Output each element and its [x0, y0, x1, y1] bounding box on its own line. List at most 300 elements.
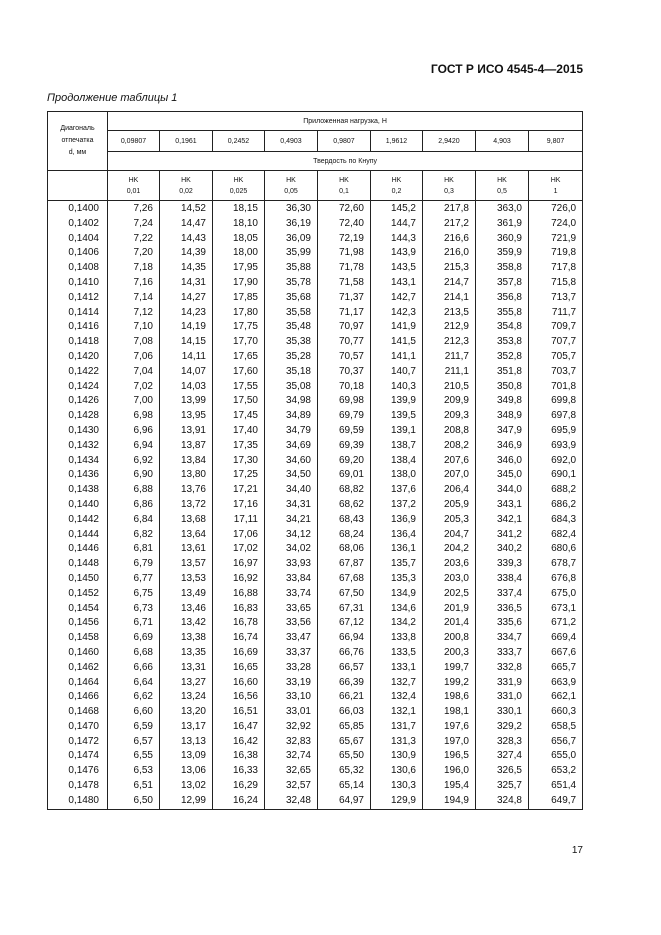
hardness-cell: 70,97: [318, 320, 371, 335]
hardness-cell: 142,7: [371, 291, 423, 306]
hardness-cell: 131,3: [371, 735, 423, 750]
hardness-cell: 141,1: [371, 350, 423, 365]
hardness-cell: 17,65: [213, 350, 265, 365]
hardness-cell: 18,15: [213, 201, 265, 217]
hardness-cell: 724,0: [529, 217, 583, 232]
hardness-cell: 33,84: [265, 572, 318, 587]
table-row: [48, 365, 583, 380]
hardness-cell: 13,87: [160, 439, 213, 454]
hardness-cell: 327,4: [476, 749, 529, 764]
table-row: [48, 454, 583, 469]
row-header-line-3: d, мм: [68, 149, 87, 156]
load-value-cell: 0,9807: [318, 131, 371, 152]
load-value-cell: 9,807: [529, 131, 583, 152]
hardness-cell: 17,50: [213, 394, 265, 409]
hardness-cell: 671,2: [529, 616, 583, 631]
hardness-cell: 14,43: [160, 232, 213, 247]
hardness-cell: 66,76: [318, 646, 371, 661]
hardness-cell: 129,9: [371, 794, 423, 809]
hardness-cell: 13,17: [160, 720, 213, 735]
hardness-cell: 678,7: [529, 557, 583, 572]
hardness-cell: 199,2: [423, 676, 476, 691]
table-row: [48, 201, 583, 217]
hardness-cell: 140,7: [371, 365, 423, 380]
table-row: [48, 232, 583, 247]
hardness-cell: 7,00: [108, 394, 160, 409]
hardness-cell: 14,47: [160, 217, 213, 232]
hardness-cell: 17,06: [213, 528, 265, 543]
hardness-cell: 13,49: [160, 587, 213, 602]
scale-symbol: HK: [181, 176, 191, 184]
hardness-cell: 346,0: [476, 454, 529, 469]
diagonal-column-header: [48, 112, 108, 171]
hardness-cell: 359,9: [476, 246, 529, 261]
hardness-cell: 199,7: [423, 661, 476, 676]
hardness-cell: 215,3: [423, 261, 476, 276]
hardness-cell: 17,60: [213, 365, 265, 380]
table-row: [48, 542, 583, 557]
hardness-cell: 69,01: [318, 468, 371, 483]
diagonal-cell: 0,1430: [48, 424, 108, 439]
diagonal-cell: 0,1456: [48, 616, 108, 631]
diagonal-cell: 0,1414: [48, 306, 108, 321]
hardness-cell: 17,25: [213, 468, 265, 483]
hardness-cell: 33,56: [265, 616, 318, 631]
hardness-cell: 7,24: [108, 217, 160, 232]
hardness-cell: 355,8: [476, 306, 529, 321]
diagonal-cell: 0,1452: [48, 587, 108, 602]
diagonal-cell: 0,1450: [48, 572, 108, 587]
hardness-cell: 658,5: [529, 720, 583, 735]
table-row: [48, 676, 583, 691]
hardness-cell: 197,6: [423, 720, 476, 735]
hardness-cell: 70,57: [318, 350, 371, 365]
hardness-cell: 692,0: [529, 454, 583, 469]
hardness-cell: 196,5: [423, 749, 476, 764]
hardness-cell: 656,7: [529, 735, 583, 750]
hardness-cell: 705,7: [529, 350, 583, 365]
hardness-cell: 66,57: [318, 661, 371, 676]
hardness-cell: 14,35: [160, 261, 213, 276]
hardness-cell: 71,58: [318, 276, 371, 291]
hardness-cell: 6,55: [108, 749, 160, 764]
hardness-cell: 143,1: [371, 276, 423, 291]
diagonal-cell: 0,1428: [48, 409, 108, 424]
diagonal-cell: 0,1412: [48, 291, 108, 306]
hardness-cell: 675,0: [529, 587, 583, 602]
hardness-cell: 71,98: [318, 246, 371, 261]
hardness-cell: 673,1: [529, 602, 583, 617]
scale-symbol: HK: [286, 176, 296, 184]
hardness-cell: 200,3: [423, 646, 476, 661]
hardness-cell: 701,8: [529, 380, 583, 395]
hardness-cell: 204,7: [423, 528, 476, 543]
hardness-cell: 17,70: [213, 335, 265, 350]
table-row: [48, 261, 583, 276]
scale-subscript: 0,025: [229, 187, 248, 195]
table-row: [48, 705, 583, 720]
hardness-cell: 6,68: [108, 646, 160, 661]
hardness-cell: 34,12: [265, 528, 318, 543]
hardness-cell: 72,60: [318, 201, 371, 217]
load-value-cell: 4,903: [476, 131, 529, 152]
load-values-row: [48, 131, 583, 152]
hardness-cell: 36,30: [265, 201, 318, 217]
hardness-cell: 144,7: [371, 217, 423, 232]
hardness-cell: 331,9: [476, 676, 529, 691]
hardness-cell: 34,60: [265, 454, 318, 469]
hardness-cell: 210,5: [423, 380, 476, 395]
scale-subscript: 1: [553, 187, 558, 195]
table-row: [48, 439, 583, 454]
hardness-cell: 33,74: [265, 587, 318, 602]
hardness-cell: 200,8: [423, 631, 476, 646]
hardness-cell: 16,24: [213, 794, 265, 809]
hardness-cell: 134,2: [371, 616, 423, 631]
hardness-cell: 688,2: [529, 483, 583, 498]
hardness-cell: 14,39: [160, 246, 213, 261]
load-value-cell: 0,4903: [265, 131, 318, 152]
hardness-cell: 7,12: [108, 306, 160, 321]
hardness-cell: 132,7: [371, 676, 423, 691]
hardness-cell: 339,3: [476, 557, 529, 572]
table-row: [48, 661, 583, 676]
hardness-cell: 717,8: [529, 261, 583, 276]
hardness-cell: 16,97: [213, 557, 265, 572]
hardness-cell: 6,75: [108, 587, 160, 602]
hardness-cell: 35,28: [265, 350, 318, 365]
hardness-cell: 216,0: [423, 246, 476, 261]
hardness-cell: 16,29: [213, 779, 265, 794]
hardness-cell: 7,02: [108, 380, 160, 395]
table-body: [48, 201, 583, 810]
hardness-cell: 34,50: [265, 468, 318, 483]
hardness-cell: 66,94: [318, 631, 371, 646]
scale-symbol: HK: [339, 176, 349, 184]
hardness-cell: 711,7: [529, 306, 583, 321]
hardness-cell: 135,3: [371, 572, 423, 587]
hardness-cell: 349,8: [476, 394, 529, 409]
hardness-cell: 669,4: [529, 631, 583, 646]
hardness-cell: 32,92: [265, 720, 318, 735]
hardness-cell: 70,18: [318, 380, 371, 395]
hardness-cell: 651,4: [529, 779, 583, 794]
diagonal-cell: 0,1432: [48, 439, 108, 454]
hardness-cell: 35,48: [265, 320, 318, 335]
hardness-cell: 13,84: [160, 454, 213, 469]
hardness-cell: 137,2: [371, 498, 423, 513]
hardness-cell: 65,50: [318, 749, 371, 764]
hardness-cell: 13,80: [160, 468, 213, 483]
hardness-cell: 16,74: [213, 631, 265, 646]
hardness-cell: 32,83: [265, 735, 318, 750]
hardness-cell: 6,66: [108, 661, 160, 676]
hardness-cell: 328,3: [476, 735, 529, 750]
hardness-cell: 32,57: [265, 779, 318, 794]
hardness-cell: 684,3: [529, 513, 583, 528]
hardness-cell: 14,03: [160, 380, 213, 395]
hardness-cell: 16,83: [213, 602, 265, 617]
hardness-cell: 13,99: [160, 394, 213, 409]
hardness-cell: 34,40: [265, 483, 318, 498]
hardness-cell: 131,7: [371, 720, 423, 735]
hardness-cell: 17,75: [213, 320, 265, 335]
hardness-cell: 14,15: [160, 335, 213, 350]
hardness-cell: 136,4: [371, 528, 423, 543]
scale-header-cell: [108, 171, 160, 201]
diagonal-cell: 0,1424: [48, 380, 108, 395]
hardness-cell: 6,88: [108, 483, 160, 498]
hardness-cell: 69,98: [318, 394, 371, 409]
hardness-cell: 332,8: [476, 661, 529, 676]
scale-header-cell: [265, 171, 318, 201]
diagonal-cell: 0,1436: [48, 468, 108, 483]
hardness-cell: 138,7: [371, 439, 423, 454]
page-number: 17: [571, 845, 583, 856]
scale-header-cell: [529, 171, 583, 201]
hardness-cell: 662,1: [529, 690, 583, 705]
hardness-cell: 18,00: [213, 246, 265, 261]
hardness-cell: 13,91: [160, 424, 213, 439]
hardness-cell: 65,14: [318, 779, 371, 794]
hardness-cell: 17,11: [213, 513, 265, 528]
diagonal-cell: 0,1422: [48, 365, 108, 380]
hardness-cell: 663,9: [529, 676, 583, 691]
table-row: [48, 409, 583, 424]
hardness-cell: 686,2: [529, 498, 583, 513]
hardness-cell: 7,10: [108, 320, 160, 335]
scale-subscript: 0,02: [179, 187, 193, 195]
scale-symbol: HK: [550, 176, 561, 184]
hardness-cell: 354,8: [476, 320, 529, 335]
hardness-cell: 217,8: [423, 201, 476, 217]
hardness-cell: 335,6: [476, 616, 529, 631]
hardness-cell: 35,68: [265, 291, 318, 306]
table-row: [48, 572, 583, 587]
scale-header-cell: [476, 171, 529, 201]
hardness-cell: 209,3: [423, 409, 476, 424]
hardness-cell: 13,42: [160, 616, 213, 631]
hardness-cell: 358,8: [476, 261, 529, 276]
diagonal-cell: 0,1478: [48, 779, 108, 794]
hardness-cell: 68,06: [318, 542, 371, 557]
table-row: [48, 394, 583, 409]
document-header: ГОСТ Р ИСО 4545-4—2015: [430, 62, 583, 76]
hardness-cell: 6,90: [108, 468, 160, 483]
hardness-cell: 713,7: [529, 291, 583, 306]
hardness-cell: 136,9: [371, 513, 423, 528]
diagonal-cell: 0,1434: [48, 454, 108, 469]
hardness-cell: 32,48: [265, 794, 318, 809]
hardness-cell: 13,61: [160, 542, 213, 557]
load-value-cell: 0,1961: [160, 131, 213, 152]
hardness-cell: 35,99: [265, 246, 318, 261]
hardness-cell: 70,37: [318, 365, 371, 380]
hardness-cell: 7,20: [108, 246, 160, 261]
scale-subscript: 0,05: [284, 187, 298, 195]
hardness-cell: 334,7: [476, 631, 529, 646]
hardness-cell: 325,7: [476, 779, 529, 794]
hardness-cell: 324,8: [476, 794, 529, 809]
row-header-line-1: Диагональ: [60, 125, 95, 132]
hardness-cell: 194,9: [423, 794, 476, 809]
hardness-cell: 13,95: [160, 409, 213, 424]
hardness-cell: 6,53: [108, 764, 160, 779]
hardness-cell: 699,8: [529, 394, 583, 409]
hardness-cell: 16,51: [213, 705, 265, 720]
hardness-cell: 709,7: [529, 320, 583, 335]
hardness-cell: 141,5: [371, 335, 423, 350]
hardness-cell: 7,16: [108, 276, 160, 291]
diagonal-cell: 0,1468: [48, 705, 108, 720]
scale-subscript: 0,3: [444, 187, 454, 195]
hardness-cell: 13,68: [160, 513, 213, 528]
hardness-cell: 69,39: [318, 439, 371, 454]
table-row: [48, 690, 583, 705]
hardness-cell: 14,27: [160, 291, 213, 306]
diagonal-cell: 0,1474: [48, 749, 108, 764]
hardness-cell: 208,8: [423, 424, 476, 439]
hardness-cell: 143,5: [371, 261, 423, 276]
hardness-cell: 680,6: [529, 542, 583, 557]
hardness-cell: 17,16: [213, 498, 265, 513]
hardness-cell: 13,20: [160, 705, 213, 720]
hardness-cell: 139,9: [371, 394, 423, 409]
hardness-cell: 35,88: [265, 261, 318, 276]
hardness-cell: 34,79: [265, 424, 318, 439]
hardness-cell: 6,79: [108, 557, 160, 572]
hardness-cell: 360,9: [476, 232, 529, 247]
hardness-cell: 655,0: [529, 749, 583, 764]
hardness-cell: 16,78: [213, 616, 265, 631]
scale-header-cell: [213, 171, 265, 201]
hardness-cell: 217,2: [423, 217, 476, 232]
hardness-cell: 6,50: [108, 794, 160, 809]
hardness-cell: 343,1: [476, 498, 529, 513]
hardness-cell: 138,0: [371, 468, 423, 483]
table-row: [48, 557, 583, 572]
hardness-cell: 68,43: [318, 513, 371, 528]
hardness-cell: 649,7: [529, 794, 583, 809]
table-row: [48, 764, 583, 779]
hardness-cell: 17,21: [213, 483, 265, 498]
hardness-cell: 65,32: [318, 764, 371, 779]
table-row: [48, 779, 583, 794]
hardness-cell: 32,65: [265, 764, 318, 779]
hardness-cell: 132,4: [371, 690, 423, 705]
hardness-cell: 337,4: [476, 587, 529, 602]
table-row: [48, 276, 583, 291]
hardness-cell: 344,0: [476, 483, 529, 498]
hardness-cell: 34,69: [265, 439, 318, 454]
hardness-cell: 206,4: [423, 483, 476, 498]
hardness-cell: 682,4: [529, 528, 583, 543]
hardness-cell: 14,31: [160, 276, 213, 291]
hardness-cell: 660,3: [529, 705, 583, 720]
diagonal-cell: 0,1472: [48, 735, 108, 750]
hardness-cell: 676,8: [529, 572, 583, 587]
hardness-cell: 6,71: [108, 616, 160, 631]
hardness-cell: 326,5: [476, 764, 529, 779]
hardness-cell: 213,5: [423, 306, 476, 321]
scale-row: [48, 171, 583, 201]
hardness-cell: 69,79: [318, 409, 371, 424]
hardness-cell: 139,5: [371, 409, 423, 424]
hardness-cell: 36,09: [265, 232, 318, 247]
hardness-cell: 32,74: [265, 749, 318, 764]
hardness-cell: 16,65: [213, 661, 265, 676]
hardness-cell: 133,1: [371, 661, 423, 676]
hardness-title: Твердость по Кнупу: [108, 152, 583, 171]
hardness-cell: 35,58: [265, 306, 318, 321]
hardness-cell: 66,21: [318, 690, 371, 705]
hardness-cell: 64,97: [318, 794, 371, 809]
hardness-cell: 33,47: [265, 631, 318, 646]
hardness-cell: 703,7: [529, 365, 583, 380]
hardness-cell: 137,6: [371, 483, 423, 498]
hardness-cell: 205,3: [423, 513, 476, 528]
hardness-cell: 67,12: [318, 616, 371, 631]
table-row: [48, 528, 583, 543]
hardness-cell: 352,8: [476, 350, 529, 365]
hardness-cell: 6,57: [108, 735, 160, 750]
hardness-cell: 139,1: [371, 424, 423, 439]
hardness-cell: 690,1: [529, 468, 583, 483]
hardness-cell: 342,1: [476, 513, 529, 528]
hardness-cell: 6,62: [108, 690, 160, 705]
hardness-cell: 346,9: [476, 439, 529, 454]
hardness-cell: 16,42: [213, 735, 265, 750]
diagonal-cell: 0,1460: [48, 646, 108, 661]
scale-subscript: 0,5: [497, 187, 507, 195]
hardness-cell: 130,6: [371, 764, 423, 779]
hardness-cell: 143,9: [371, 246, 423, 261]
hardness-cell: 35,78: [265, 276, 318, 291]
table-row: [48, 749, 583, 764]
hardness-cell: 208,2: [423, 439, 476, 454]
hardness-cell: 7,08: [108, 335, 160, 350]
load-value-cell: 0,2452: [213, 131, 265, 152]
hardness-cell: 67,50: [318, 587, 371, 602]
diagonal-cell: 0,1404: [48, 232, 108, 247]
hardness-cell: 13,64: [160, 528, 213, 543]
hardness-cell: 13,53: [160, 572, 213, 587]
hardness-cell: 195,4: [423, 779, 476, 794]
hardness-cell: 66,03: [318, 705, 371, 720]
scale-subscript: 0,2: [391, 187, 402, 195]
hardness-cell: 13,38: [160, 631, 213, 646]
scale-header-cell: [160, 171, 213, 201]
hardness-cell: 363,0: [476, 201, 529, 217]
hardness-cell: 196,0: [423, 764, 476, 779]
hardness-cell: 345,0: [476, 468, 529, 483]
hardness-cell: 719,8: [529, 246, 583, 261]
hardness-cell: 201,4: [423, 616, 476, 631]
hardness-cell: 338,4: [476, 572, 529, 587]
load-value-cell: 0,09807: [108, 131, 160, 152]
table-row: [48, 350, 583, 365]
hardness-cell: 7,18: [108, 261, 160, 276]
hardness-cell: 6,59: [108, 720, 160, 735]
hardness-cell: 13,02: [160, 779, 213, 794]
table-row: [48, 424, 583, 439]
diagonal-cell: 0,1420: [48, 350, 108, 365]
table-row: [48, 217, 583, 232]
hardness-cell: 67,31: [318, 602, 371, 617]
hardness-cell: 16,56: [213, 690, 265, 705]
table-row: [48, 602, 583, 617]
hardness-cell: 216,6: [423, 232, 476, 247]
